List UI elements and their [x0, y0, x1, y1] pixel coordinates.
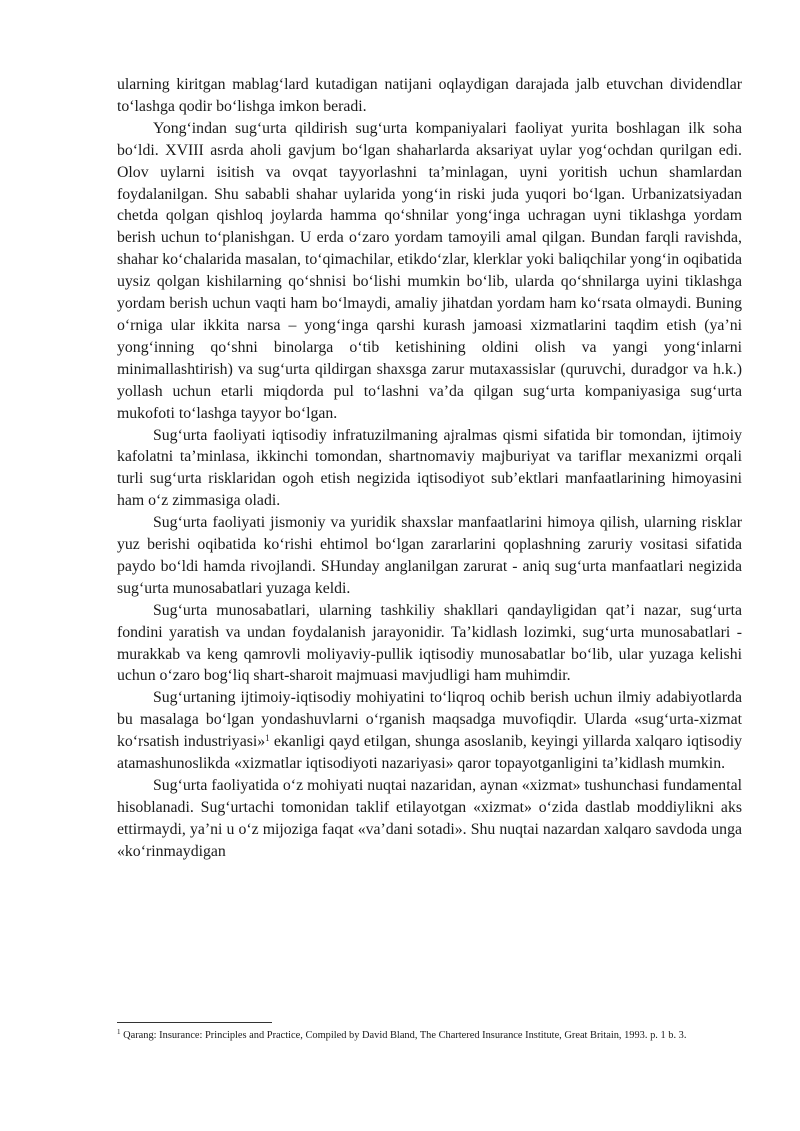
- paragraph-protection: Sug‘urta faoliyati jismoniy va yuridik shaxslar manfaatlarini himoya qilish, ularning risklar yuz berishi oqibatida ko‘rishi ehtimol bo‘lgan zararlarini qoplashning zaruriy vositasi sifatida paydo bo‘ldi hamda rivojlandi. SHunday anglanilgan zarurat - aniq sug‘urta manfaatlari negizida sug‘urta munosabatlari yuzaga keldi.: [117, 514, 742, 597]
- paragraph-service-concept: Sug‘urta faoliyatida o‘z mohiyati nuqtai nazaridan, aynan «xizmat» tushunchasi fundamental hisoblanadi. Sug‘urtachi tomonidan taklif etilayotgan «xizmat» o‘zida dastlab moddiylikni aks ettirmaydi, ya’ni u o‘z mijoziga faqat «va’dani sotadi». Shu nuqtai nazardan xalqaro savdoda unga «ko‘rinmaydigan: [117, 777, 742, 860]
- paragraph-infrastructure: Sug‘urta faoliyati iqtisodiy infratuzilmaning ajralmas qismi sifatida bir tomondan, ijtimoiy kafolatni ta’minlasa, ikkinchi tomondan, shartnomaviy majburiyat va tariflar mexanizmi orqali turli sug‘urta risklaridan ogoh etish negizida iqtisodiyot sub’ektlari manfaatlarining himoyasini ham o‘z zimmasiga oladi.: [117, 426, 742, 510]
- footnote-text: Qarang: Insurance: Principles and Practice, Compiled by David Bland, The Chartered Insurance Institute, Great Britain, 1993. p. 1 b. 3.: [120, 1030, 687, 1041]
- footnote-reference[interactable]: 1: [265, 733, 270, 744]
- footnote-marker: 1: [117, 1028, 121, 1036]
- paragraph-fire-insurance: Yong‘indan sug‘urta qildirish sug‘urta kompaniyalari faoliyat yurita boshlagan ilk soha bo‘ldi. XVIII asrda aholi gavjum bo‘lgan shaharlarda aksariyat uylar yog‘ochdan qurilgan edi. Olov uylarni isitish va ovqat tayyorlashni ta’minlagan, uyni yoritish uchun shamlardan foydalanilgan. Shu sababli shahar uylarida yong‘in riski juda yuqori bo‘lgan. Urbanizatsiyadan chetda qolgan qishloq joylarda hamma qo‘shnilar yong‘inga uchragan uyni tiklashga yordam berish uchun to‘planishgan. U erda o‘zaro yordam tamoyili amal qilgan. Bundan farqli ravishda, shahar ko‘chalarida masalan, to‘qimachilar, etikdo‘zlar, klerklar yoki baliqchilar yong‘in oqibatida uysiz qolgan kishilarning qo‘shnisi bo‘lishi mumkin bo‘lib, ularda qo‘shnilarga uyini tiklashga yordam berish uchun vaqti ham bo‘lmaydi, amaliy jihatdan yordam ham ko‘rsata olmaydi. Buning o‘rniga ular ikkita narsa – yong‘inga qarshi kurash jamoasi xizmatlarini taqdim etish (ya’ni yong‘inning qo‘shni binolarga o‘tib ketishining oldini olish va yangi yong‘inlarni minimallashtirish) va sug‘urta qildirgan shaxsga zarur mutaxassislar (quruvchi, duradgor va h.k.) yollash uchun etarli miqdorda pul to‘lashni va’da qilgan sug‘urta kompaniyasiga sug‘urta mukofoti to‘lashga tayyor bo‘lgan.: [117, 119, 742, 422]
- paragraph-essence: [117, 687, 742, 775]
- paragraph-continuation: ularning kiritgan mablag‘lard kutadigan natijani oqlaydigan darajada jalb etuvchan dividendlar to‘lashga qodir bo‘lishga imkon beradi.: [117, 76, 742, 115]
- footnote: [117, 1028, 742, 1043]
- paragraph-essence-text-after: ekanligi qayd etilgan, shunga asoslanib, keyingi yillarda xalqaro iqtisodiy atamashunoslikda «xizmatlar iqtisodiyoti nazariyasi» qaror topayotganligini ta’kidlash mumkin.: [117, 733, 743, 773]
- footnote-divider: [117, 1022, 272, 1023]
- paragraph-essence-text-before: Sug‘urtaning ijtimoiy-iqtisodiy mohiyatini to‘liqroq ochib berish uchun ilmiy adabiyotlarda bu masalaga bo‘lgan yondashuvlarni o‘rganish maqsadga muvofiqdir. Ularda «sug‘urta-xizmat ko‘rsatish industriyasi»: [117, 689, 742, 751]
- document-body: [117, 74, 742, 863]
- paragraph-relations: Sug‘urta munosabatlari, ularning tashkiliy shakllari qandayligidan qat’i nazar, sug‘urta fondini yaratish va undan foydalanish jarayonidir. Ta’kidlash lozimki, sug‘urta munosabatlari - murakkab va keng qamrovli moliyaviy-pullik iqtisodiy munosabatlar bo‘lib, ular yuzaga kelishi uchun o‘zaro bog‘liq shart-sharoit majmuasi mavjudligi ham muhimdir.: [117, 601, 742, 685]
